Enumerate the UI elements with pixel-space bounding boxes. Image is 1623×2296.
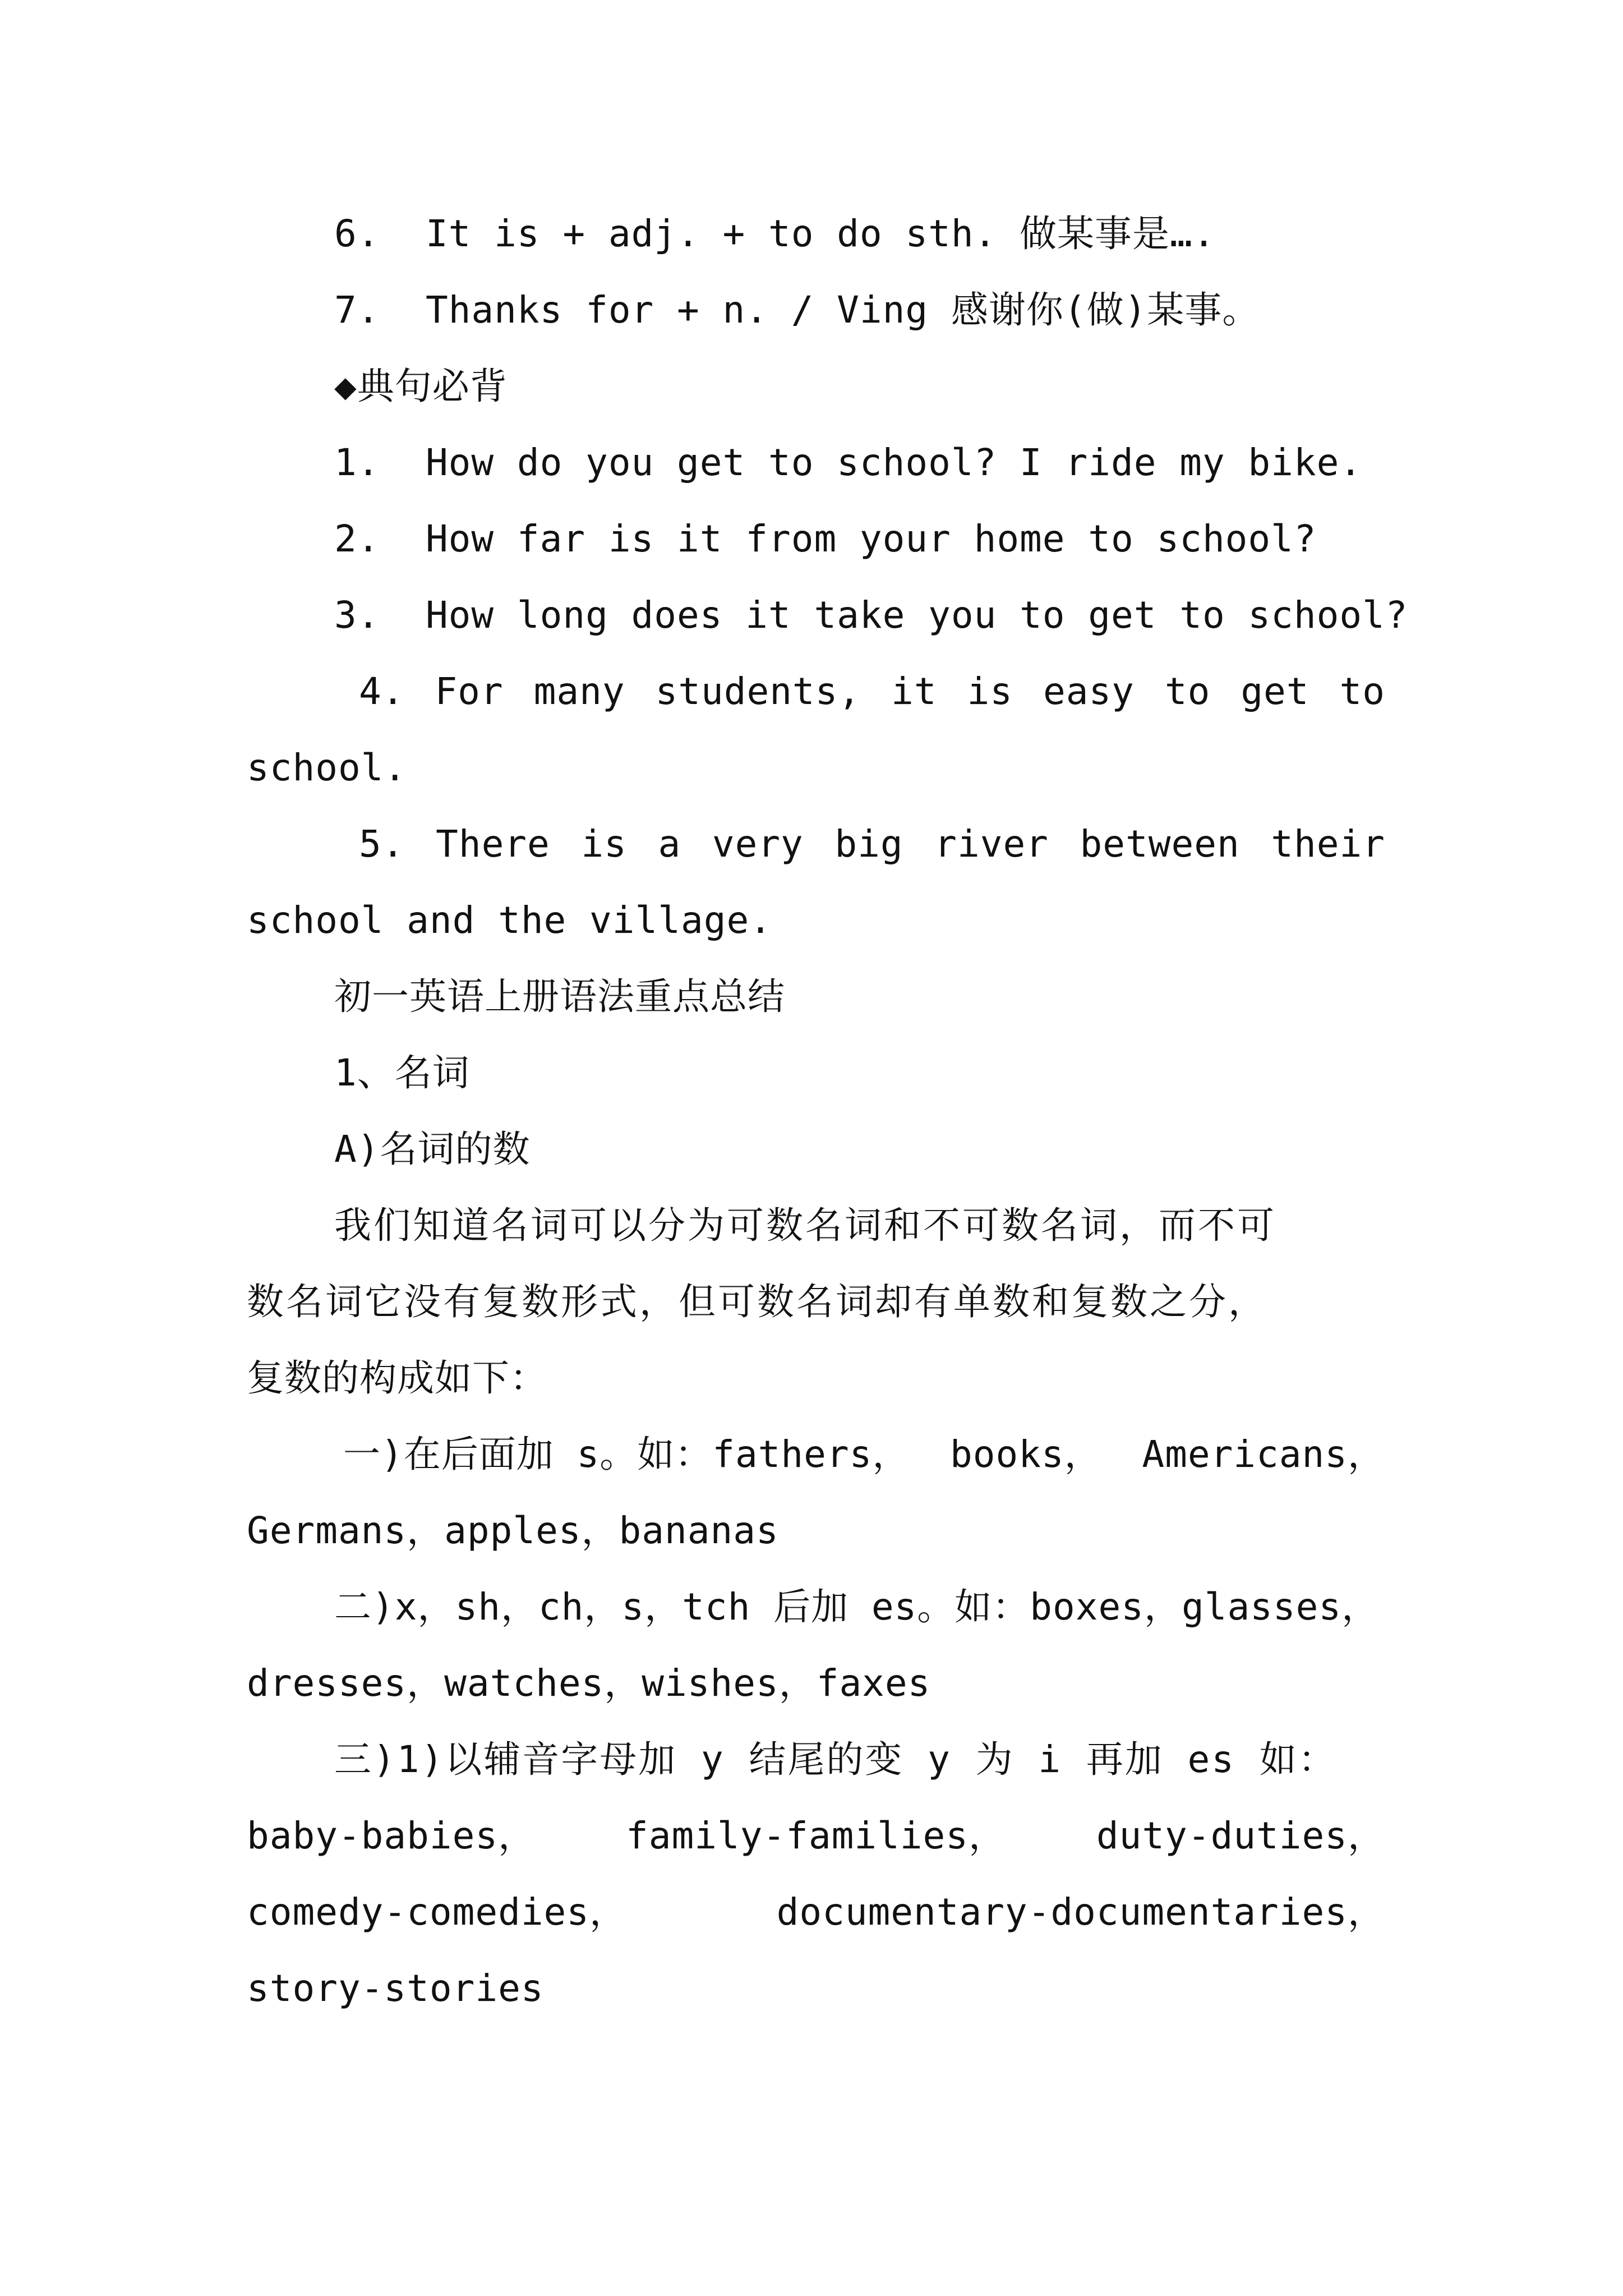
word: between bbox=[1080, 822, 1240, 866]
word: easy bbox=[1043, 670, 1135, 713]
sentence-3: 3. How long does it take you to get to school? bbox=[334, 593, 1408, 637]
phrase-7: 7. Thanks for + n. / Ving 感谢你(做)某事。 bbox=[334, 288, 1260, 332]
word: For bbox=[435, 670, 504, 713]
word: a bbox=[658, 822, 681, 866]
paragraph-line-1: 我们知道名词可以分为可数名词和不可数名词，而不可 bbox=[334, 1204, 1276, 1247]
word: comedy-comedies， bbox=[247, 1890, 628, 1934]
word: family-families， bbox=[625, 1814, 1007, 1857]
rule-2-cont: dresses，watches，wishes，faxes bbox=[247, 1662, 931, 1705]
word: 4. bbox=[359, 670, 405, 713]
word: very bbox=[712, 822, 804, 866]
word: get bbox=[1241, 670, 1310, 713]
word: to bbox=[1339, 670, 1385, 713]
word: baby-babies， bbox=[247, 1814, 536, 1857]
rule-3-line-4: story-stories bbox=[247, 1967, 544, 2010]
sentence-5-cont: school and the village. bbox=[247, 899, 772, 942]
word: is bbox=[581, 822, 627, 866]
sentence-4 bbox=[359, 666, 1385, 717]
rule-1 bbox=[343, 1429, 1385, 1480]
paragraph-line-2: 数名词它没有复数形式，但可数名词却有单数和复数之分， bbox=[247, 1280, 1267, 1323]
sentence-2: 2. How far is it from your home to school? bbox=[334, 517, 1317, 560]
word: books， bbox=[950, 1433, 1102, 1476]
word: documentary-documentaries， bbox=[776, 1890, 1385, 1934]
grammar-title: 初一英语上册语法重点总结 bbox=[334, 975, 785, 1018]
word: big bbox=[834, 822, 903, 866]
rule-1-cont: Germans，apples，bananas bbox=[247, 1509, 779, 1552]
phrase-6: 6. It is + adj. + to do sth. 做某事是…. bbox=[334, 212, 1216, 255]
rule-3-line-3 bbox=[247, 1887, 1385, 1938]
word: is bbox=[967, 670, 1013, 713]
word: river bbox=[934, 822, 1049, 866]
item-1a: A)名词的数 bbox=[334, 1128, 531, 1171]
word: to bbox=[1164, 670, 1211, 713]
word: duty-duties， bbox=[1096, 1814, 1385, 1857]
word: There bbox=[436, 822, 550, 866]
word: it bbox=[891, 670, 937, 713]
rule-2: 二)x，sh，ch，s，tch 后加 es。如：boxes，glasses， bbox=[334, 1585, 1380, 1628]
word: students, bbox=[655, 670, 861, 713]
word: Americans， bbox=[1142, 1433, 1385, 1476]
section-heading: ◆典句必背 bbox=[334, 365, 508, 408]
word: many bbox=[533, 670, 625, 713]
paragraph-line-3: 复数的构成如下： bbox=[247, 1356, 547, 1400]
rule-3-line-2 bbox=[247, 1811, 1385, 1861]
sentence-5 bbox=[359, 819, 1385, 869]
word: 5. bbox=[359, 822, 405, 866]
word: their bbox=[1271, 822, 1385, 866]
item-1: 1、名词 bbox=[334, 1051, 470, 1094]
rule-3-line-1: 三)1)以辅音字母加 y 结尾的变 y 为 i 再加 es 如： bbox=[334, 1738, 1337, 1781]
sentence-4-cont: school. bbox=[247, 746, 407, 789]
word: 一)在后面加 s。如：fathers， bbox=[343, 1433, 910, 1476]
sentence-1: 1. How do you get to school? I ride my bike. bbox=[334, 441, 1363, 484]
